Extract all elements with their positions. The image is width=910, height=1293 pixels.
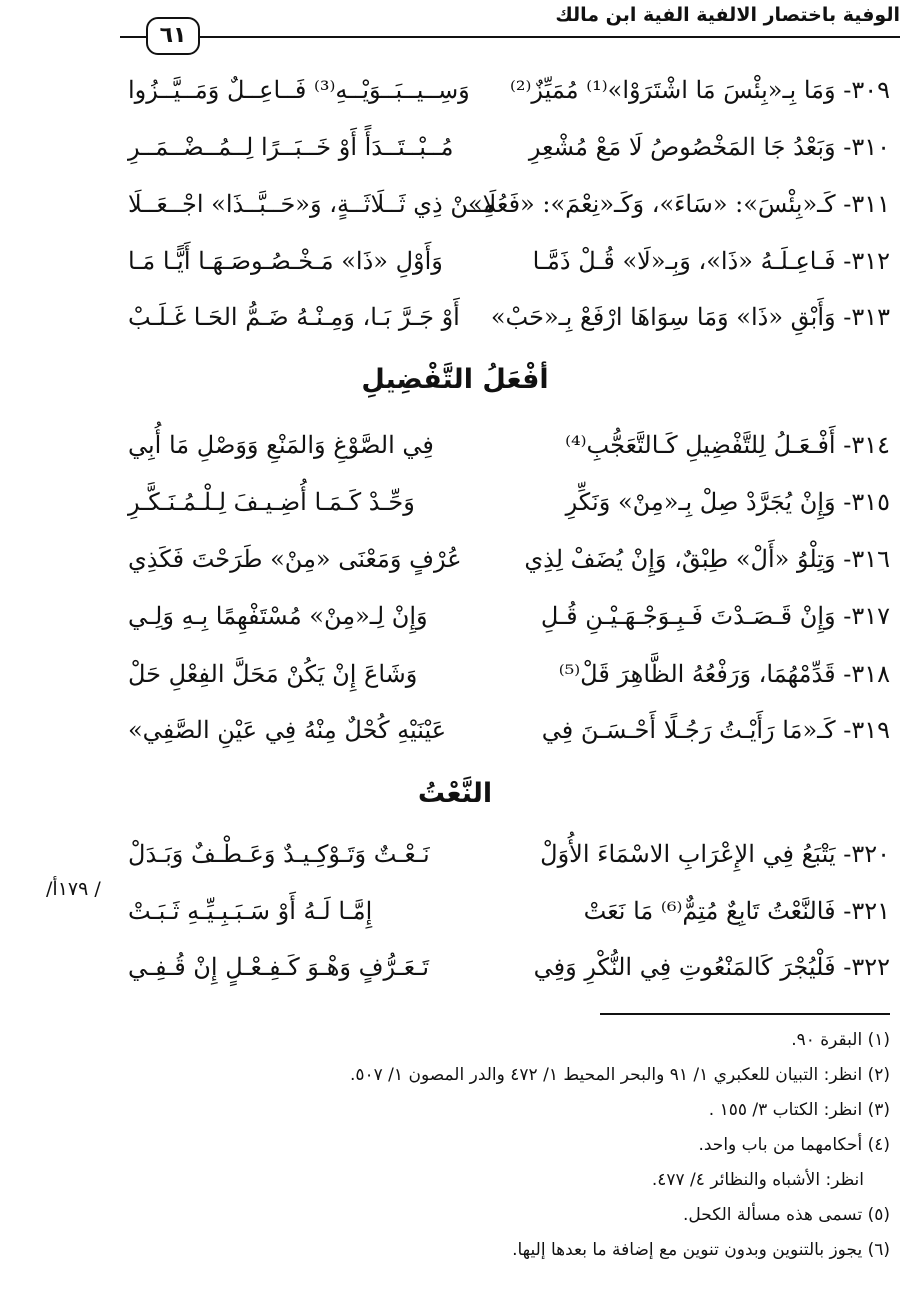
section-title: النَّعْتُ (417, 778, 493, 809)
verse-ajuz: أَوْ جَـرَّ بَـا، وَمِـنْـهُ ضَـمُّ الحَـا غَـلَـبْ (128, 303, 460, 331)
verse-311 (128, 190, 890, 240)
verse-sadr: ٣١٥- وَإِنْ يُجَرَّدْ صِلْ بِـ«مِنْ» وَنَكِّرِ (565, 488, 890, 516)
header-rule-left (120, 36, 144, 38)
verse-315 (128, 488, 890, 538)
verse-ajuz: مُــبْــتَــدَأً أَوْ خَــبَــرًا لِــمُــضْــمَــرِ (128, 133, 454, 161)
verse-ajuz: عَيْنَيْهِ كُحْلٌ مِنْهُ فِي عَيْنِ الصَّفِي» (128, 716, 447, 744)
verse-sadr: ٣١٤- أَفْـعَـلُ لِلتَّفْضِيلِ كَـالتَّعَجُّبِ⁽⁴⁾ (565, 431, 890, 459)
verse-sadr: ٣١٢- فَـاعِـلَـهُ «ذَا»، وَبِـ«لَا» قُـلْ ذَمَّـا (532, 247, 890, 275)
verse-322 (128, 953, 890, 1003)
footnote: (٥) تسمى هذه مسألة الكحل. (682, 1205, 890, 1225)
footnote: (٤) أحكامهما من باب واحد. (698, 1135, 890, 1155)
verse-sadr: ٣٢٢- فَلْيُجْرَ كَالمَنْعُوتِ فِي النُّكْرِ وَفِي (533, 953, 890, 981)
verse-sadr: ٣١٦- وَتِلْوُ «أَلْ» طِبْقٌ، وَإِنْ يُضَفْ لِذِي (524, 545, 890, 573)
verse-sadr: ٣٢٠- يَتْبَعُ فِي الإِعْرَابِ الاسْمَاءَ الأُوَلْ (540, 840, 890, 868)
verse-ajuz: تَـعَـرُّفٍ وَهْـوَ كَـفِـعْـلٍ إِنْ قُـفِـي (128, 953, 430, 981)
verse-sadr: ٣١٧- وَإِنْ قَـصَـدْتَ فَـبِـوَجْـهَـيْـنِ قُـلِ (540, 602, 890, 630)
verse-ajuz: فِي الصَّوْغِ وَالمَنْعِ وَوَصْلِ مَا أُبِي (128, 431, 434, 459)
manuscript-folio-note: / ١٧٩أ/ (46, 878, 101, 900)
verse-sadr: ٣٢١- فَالنَّعْتُ تَابِعٌ مُتِمٌّ⁽⁶⁾ مَا نَعَتْ (583, 897, 890, 925)
verse-ajuz: عُرْفٍ وَمَعْنَى «مِنْ» طَرَحْتَ فَكَذِي (128, 545, 462, 573)
header-rule (130, 36, 900, 38)
verse-ajuz: مِــنْ ذِي ثَــلَاثَــةٍ، وَ«حَــبَّــذَا» اجْــعَــلَا (128, 190, 496, 218)
verse-ajuz: إِمَّـا لَـهُ أَوْ سَـبَـبِـيِّـهِ ثَـبَـتْ (128, 897, 373, 925)
verse-sadr: ٣١٨- قَدِّمْهُمَا، وَرَفْعُهُ الظَّاهِرَ قَلْ⁽⁵⁾ (558, 660, 890, 688)
verse-316 (128, 545, 890, 595)
verse-317 (128, 602, 890, 652)
footnote: (٢) انظر: التبيان للعكبري ١/ ٩١ والبحر المحيط ١/ ٤٧٢ والدر المصون ١/ ٥٠٧. (349, 1065, 890, 1085)
verse-sadr: ٣١٩- كَـ«مَا رَأَيْـتُ رَجُـلًا أَحْـسَـنَ فِي (541, 716, 890, 744)
verse-sadr: ٣١١- كَـ«بِئْسَ»: «سَاءَ»، وَكَـ«نِعْمَ»: «فَعُلَا» (467, 190, 890, 218)
verse-sadr: ٣١٠- وَبَعْدُ جَا المَخْصُوصُ لَا مَعْ مُشْعِرِ (528, 133, 890, 161)
verse-320 (128, 840, 890, 890)
verse-318 (128, 660, 890, 710)
verse-313 (128, 303, 890, 353)
section-title: أفْعَلُ التَّفْضِيلِ (361, 364, 549, 395)
verse-314 (128, 431, 890, 481)
verse-319 (128, 716, 890, 766)
footnote: انظر: الأشباه والنظائر ٤/ ٤٧٧. (651, 1170, 864, 1190)
verse-ajuz: نَـعْـتٌ وَتَـوْكِـيـدٌ وَعَـطْـفٌ وَبَـدَلْ (128, 840, 430, 868)
verse-ajuz: وَحِّـدْ كَـمَـا أُضِـيـفَ لِـلْـمُـنَـكَّـرِ (128, 488, 415, 516)
verse-sadr: ٣٠٩- وَمَا بِـ«بِئْسَ مَا اشْتَرَوْا»⁽¹⁾ مُمَيِّزٌ⁽²⁾ (509, 76, 890, 104)
verse-sadr: ٣١٣- وَأَبْقِ «ذَا» وَمَا سِوَاهَا ارْفَعْ بِـ«حَبْ» (490, 303, 890, 331)
verse-ajuz: وَأَوْلِ «ذَا» مَـخْـصُـوصَـهَـا أَيًّـا مَـا (128, 247, 443, 275)
footnote: (١) البقرة ٩٠. (791, 1030, 890, 1050)
running-header-title: الوفية باختصار الالفية الفية ابن مالك (555, 4, 900, 26)
verse-ajuz: وَسِــيــبَــوَيْــهِ⁽³⁾ فَــاعِــلٌ وَمَــيَّــزُوا (128, 76, 470, 104)
verse-ajuz: وَإِنْ لِـ«مِنْ» مُسْتَفْهِمًا بِـهِ وَلِـي (128, 602, 428, 630)
verse-321 (128, 897, 890, 947)
verse-309 (128, 76, 890, 126)
verse-310 (128, 133, 890, 183)
footnote-rule (600, 1013, 890, 1015)
verse-ajuz: وَشَاعَ إِنْ يَكُنْ مَحَلَّ الفِعْلِ حَلْ (128, 660, 418, 688)
footnote: (٣) انظر: الكتاب ٣/ ١٥٥ . (708, 1100, 890, 1120)
page-number: ٦١ (146, 17, 200, 55)
footnote: (٦) يجوز بالتنوين وبدون تنوين مع إضافة ما بعدها إليها. (512, 1240, 890, 1260)
verse-312 (128, 247, 890, 297)
